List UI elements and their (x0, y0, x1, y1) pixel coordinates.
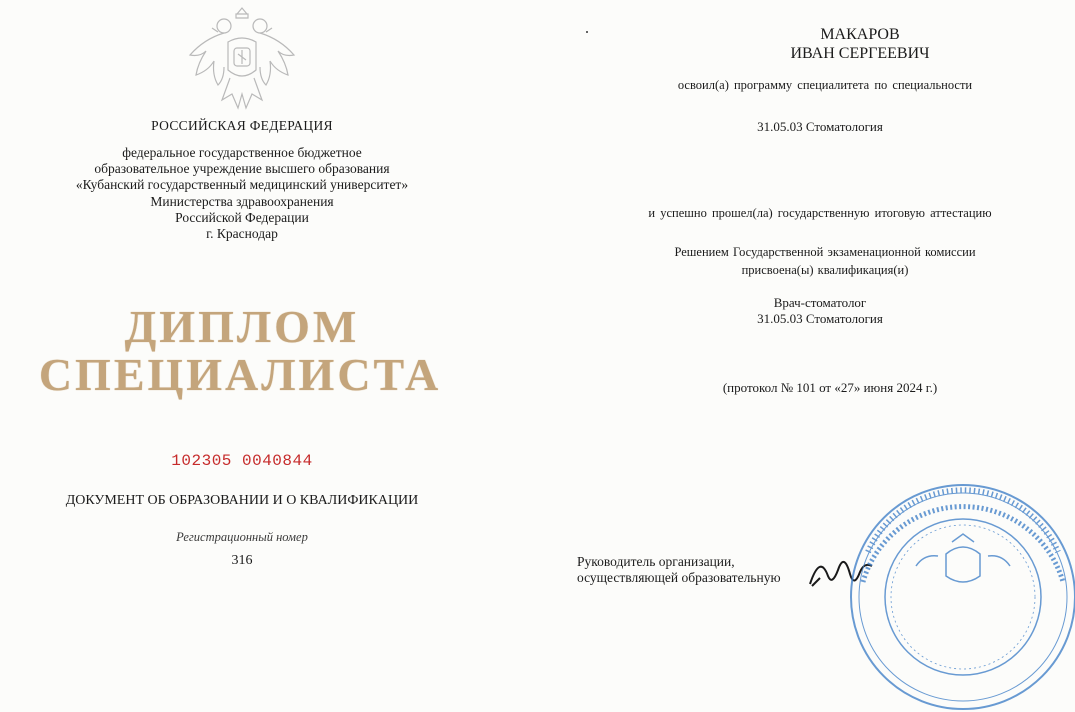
state-emblem-icon (178, 2, 306, 114)
institution-line: Российской Федерации (175, 209, 309, 225)
institution-line: Министерства здравоохранения (150, 193, 334, 209)
institution-line: «Кубанский государственный медицинский университет» (75, 177, 409, 193)
qualification: Врач-стоматолог (773, 295, 867, 310)
institution-block (60, 145, 424, 242)
attestation-text: и успешно прошел(ла) государственную итоговую аттестацию (648, 206, 992, 220)
diploma-left-page (0, 0, 540, 585)
commission-decision-text: Решением Государственной экзаменационной комиссии (674, 245, 976, 259)
specialty: 31.05.03 Стоматология (757, 119, 883, 134)
mastered-program-text: освоил(а) программу специалитета по специальности (677, 78, 973, 92)
document-kind: ДОКУМЕНТ ОБ ОБРАЗОВАНИИ И О КВАЛИФИКАЦИИ (65, 493, 419, 508)
graduate-surname: МАКАРОВ (820, 26, 900, 43)
official-seal-stamp-icon (848, 482, 1075, 712)
serial-number: 102305 0040844 (171, 452, 313, 470)
qualification-assigned-text: присвоена(ы) квалификация(и) (741, 263, 909, 277)
institution-line: г. Краснодар (206, 226, 278, 242)
institution-line: федеральное государственное бюджетное (122, 145, 362, 160)
registration-label: Регистрационный номер (176, 530, 308, 544)
head-of-organization-line-2: осуществляющей образовательную (577, 570, 781, 585)
qualification-specialty: 31.05.03 Стоматология (757, 311, 883, 326)
stray-dot (586, 31, 588, 33)
institution-line: образовательное учреждение высшего образования (94, 161, 390, 177)
registration-number: 316 (231, 553, 253, 568)
country-name: РОССИЙСКАЯ ФЕДЕРАЦИЯ (151, 118, 333, 133)
diploma-title-line-1: ДИПЛОМ (124, 301, 360, 352)
protocol-reference: (протокол № 101 от «27» июня 2024 г.) (722, 380, 938, 395)
diploma-title-line-2: СПЕЦИАЛИСТА (38, 349, 442, 400)
head-of-organization-line-1: Руководитель организации, (577, 554, 735, 569)
graduate-given-names: ИВАН СЕРГЕЕВИЧ (790, 45, 930, 62)
